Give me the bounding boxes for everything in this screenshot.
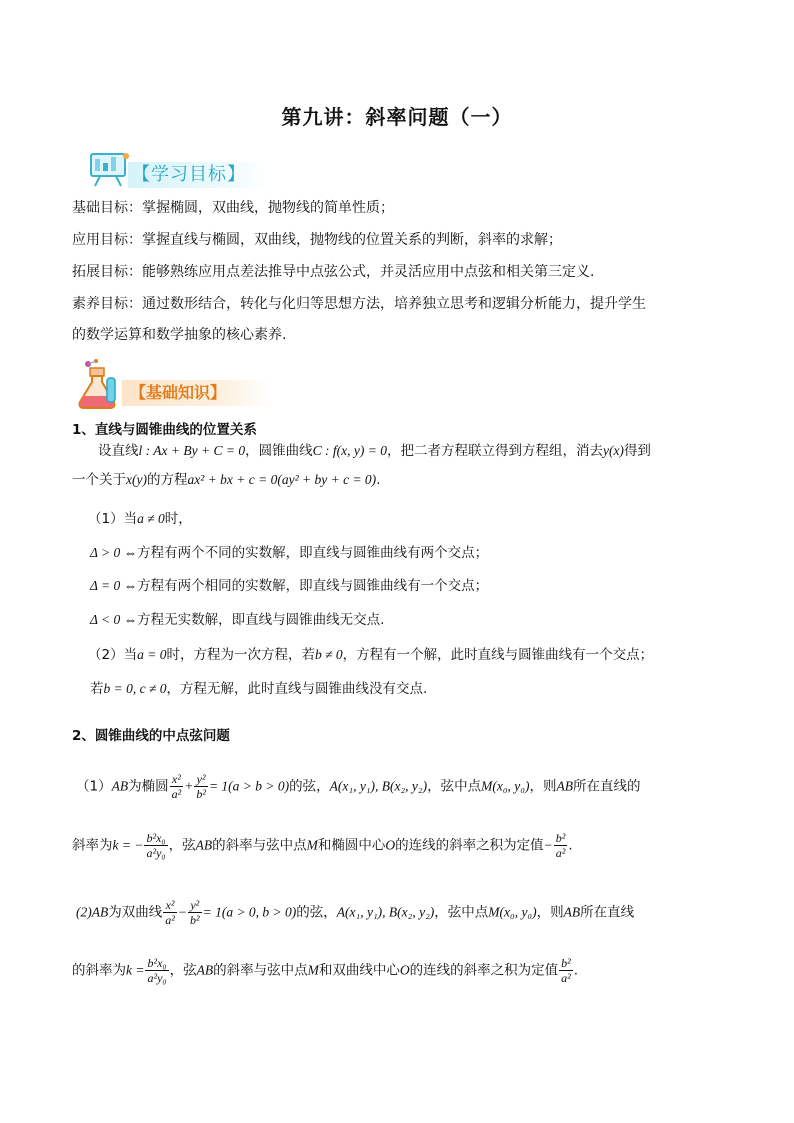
flask-icon xyxy=(74,358,124,410)
section-1-heading: 1、直线与圆锥曲线的位置关系 xyxy=(72,422,257,438)
ellipse-chord-line1: （1）AB为椭圆 $\frac{\text{x²}}{\text{a²}}$ + $\frac{\text{y²}}{\text{b²}}$ = 1(a > b > 0)的弦，A(x₁, y₁), B(x₂, y₂)，弦中点M(x₀, y₀)，则AB所在直线的 xyxy=(76,772,641,801)
goal-literacy-cont: 的数学运算和数学抽象的核心素养. xyxy=(72,327,287,343)
paragraph-equation: 一个关于x(y)的方程ax² + bx + c = 0(ay² + by + c = 0). xyxy=(72,472,381,488)
goal-literacy: 素养目标：通过数形结合，转化与化归等思想方法，培养独立思考和逻辑分析能力，提升学生 xyxy=(72,296,646,312)
delta-negative: Δ < 0 ⇔方程无实数解，即直线与圆锥曲线无交点. xyxy=(90,612,385,628)
case-a-nonzero: （1）当a ≠ 0时， xyxy=(88,511,192,527)
paragraph-line-setup: 设直线l : Ax + By + C = 0，圆锥曲线C : f(x, y) = 0，把二者方程联立得到方程组，消去y(x)得到 xyxy=(98,443,651,459)
learning-goals-header: 【学习目标】 xyxy=(128,162,268,188)
goal-extension: 拓展目标：能够熟练应用点差法推导中点弦公式，并灵活应用中点弦和相关第三定义. xyxy=(72,264,595,280)
goal-basic: 基础目标：掌握椭圆，双曲线，抛物线的简单性质； xyxy=(72,200,394,216)
goal-application: 应用目标：掌握直线与椭圆，双曲线，抛物线的位置关系的判断，斜率的求解； xyxy=(72,232,562,248)
case-b-zero: 若b = 0, c ≠ 0，方程无解，此时直线与圆锥曲线没有交点. xyxy=(90,681,428,697)
hyperbola-chord-line1: (2)AB为双曲线 $\frac{\text{x²}}{\text{a²}}$ − $\frac{\text{y²}}{\text{b²}}$ = 1(a > 0, b > 0)的弦，A(x₁, y₁), B(x₂, y₂)，弦中点M(x₀, y₀)，则AB所在直线 xyxy=(76,898,635,927)
presentation-board-icon xyxy=(86,150,132,188)
section-2-heading: 2、圆锥曲线的中点弦问题 xyxy=(72,728,230,744)
delta-zero: Δ = 0 ⇔方程有两个相同的实数解，即直线与圆锥曲线有一个交点； xyxy=(90,578,489,594)
page-title: 第九讲：斜率问题（一） xyxy=(281,105,513,129)
hyperbola-chord-line2: 的斜率为k = $\frac{\text{b²x₀}}{\text{a²y₀}}$ ，弦AB的斜率与弦中点M和双曲线中心O的连线的斜率之积为定值 $\frac{\text{b²}}{\text{a²}}$ . xyxy=(72,956,578,985)
delta-positive: Δ > 0 ⇔方程有两个不同的实数解，即直线与圆锥曲线有两个交点； xyxy=(90,545,489,561)
case-a-zero: （2）当a = 0时，方程为一次方程，若b ≠ 0，方程有一个解，此时直线与圆锥曲线有一个交点； xyxy=(88,647,654,663)
basic-knowledge-header: 【基础知识】 xyxy=(122,380,270,406)
ellipse-chord-line2: 斜率为k = − $\frac{\text{b²x₀}}{\text{a²y₀}}$ ，弦AB的斜率与弦中点M和椭圆中心O的连线的斜率之积为定值− $\frac{\text{b²}}{\text{a²}}$ . xyxy=(72,831,573,860)
